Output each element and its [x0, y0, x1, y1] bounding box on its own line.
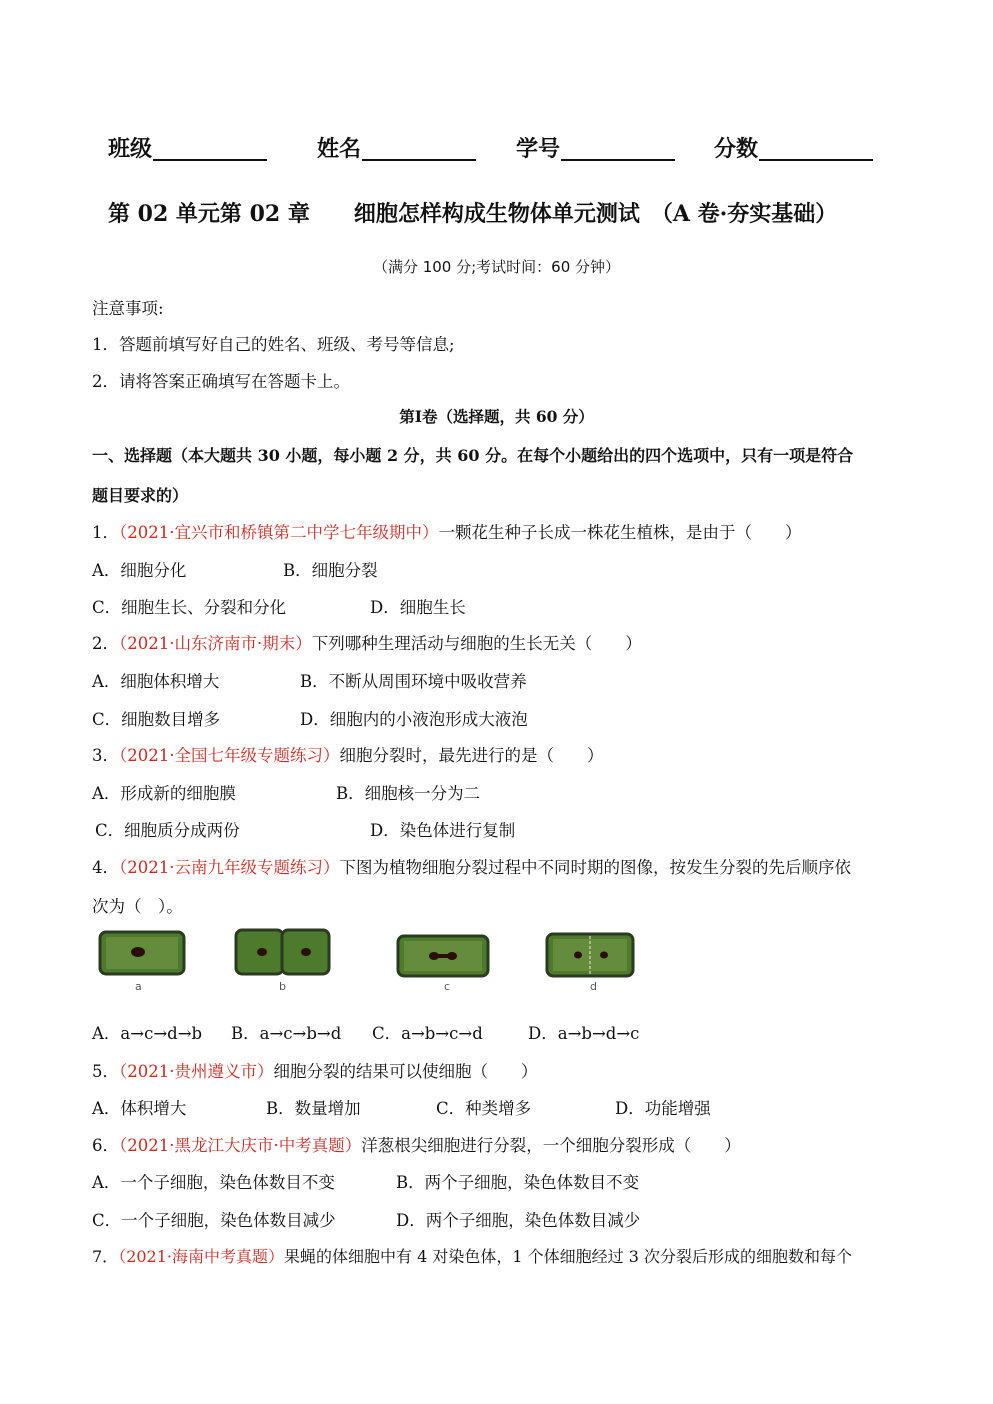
question-4: 4．（2021·云南九年级专题练习）下图为植物细胞分裂过程中不同时期的图像，按发生分裂的先后顺序依 — [92, 858, 851, 877]
option-c[interactable]: C．细胞质分成两份 — [95, 821, 240, 840]
option-b[interactable]: B．细胞核一分为二 — [336, 784, 481, 803]
question-5: 5．（2021·贵州遵义市）细胞分裂的结果可以使细胞（ ） — [92, 1062, 538, 1081]
question-source: （2021·贵州遵义市） — [119, 1062, 274, 1081]
student-id-label: 学号 — [516, 136, 561, 162]
option-a[interactable]: A．细胞体积增大 — [92, 672, 220, 691]
question-source: （2021·海南中考真题） — [118, 1247, 284, 1266]
score-label: 分数 — [714, 136, 759, 162]
option-a[interactable]: A．体积增大 — [92, 1099, 187, 1118]
option-d[interactable]: D．两个子细胞，染色体数目减少 — [396, 1211, 641, 1230]
question-7: 7．（2021·海南中考真题）果蝇的体细胞中有 4 对染色体，1 个体细胞经过 3 次分裂后形成的细胞数和每个 — [92, 1247, 852, 1266]
option-d[interactable]: D．染色体进行复制 — [370, 821, 516, 840]
question-6: 6．（2021·黑龙江大庆市·中考真题）洋葱根尖细胞进行分裂，一个细胞分裂形成（ ） — [92, 1136, 741, 1155]
question-1: 1．（2021·宜兴市和桥镇第二中学七年级期中）一颗花生种子长成一株花生植株，是由于（ ） — [92, 523, 802, 542]
figure-label-a: a — [135, 980, 142, 993]
option-d[interactable]: D．a→b→d→c — [528, 1024, 640, 1043]
question-source: （2021·黑龙江大庆市·中考真题） — [119, 1136, 362, 1155]
figure-label-b: b — [279, 980, 286, 993]
question-4-stem-cont: 次为（ ）。 — [92, 897, 183, 916]
page-title: 第 02 单元第 02 章 细胞怎样构成生物体单元测试 （A 卷·夯实基础） — [108, 201, 838, 227]
option-a[interactable]: A．细胞分化 — [92, 561, 187, 580]
option-a[interactable]: A．形成新的细胞膜 — [92, 784, 236, 803]
cell-figure-c — [396, 932, 492, 980]
option-b[interactable]: B．两个子细胞，染色体数目不变 — [396, 1173, 640, 1192]
question-3: 3．（2021·全国七年级专题练习）细胞分裂时，最先进行的是（ ） — [92, 746, 604, 765]
option-a[interactable]: A．一个子细胞，染色体数目不变 — [92, 1173, 335, 1192]
question-source: （2021·全国七年级专题练习） — [119, 746, 340, 765]
section-instruction-cont: 题目要求的） — [92, 486, 189, 505]
option-d[interactable]: D．细胞生长 — [370, 598, 466, 617]
option-c[interactable]: C．种类增多 — [436, 1099, 532, 1118]
option-d[interactable]: D．细胞内的小液泡形成大液泡 — [300, 710, 528, 729]
option-a[interactable]: A．a→c→d→b — [92, 1024, 203, 1043]
class-label: 班级 — [108, 136, 153, 162]
option-c[interactable]: C．一个子细胞，染色体数目减少 — [92, 1211, 336, 1230]
section-instruction: 一、选择题（本大题共 30 小题，每小题 2 分，共 60 分。在每个小题给出的四个选项中，只有一项是符合 — [92, 446, 854, 465]
option-c[interactable]: C．细胞生长、分裂和分化 — [92, 598, 287, 617]
question-source: （2021·山东济南市·期末） — [119, 634, 312, 653]
note-item: 1．答题前填写好自己的姓名、班级、考号等信息; — [92, 335, 455, 354]
figure-label-c: c — [444, 980, 451, 993]
class-blank[interactable] — [153, 159, 267, 161]
note-item: 2．请将答案正确填写在答题卡上。 — [92, 372, 350, 391]
question-source: （2021·宜兴市和桥镇第二中学七年级期中） — [119, 523, 439, 542]
question-source: （2021·云南九年级专题练习） — [119, 858, 340, 877]
exam-subtitle: （满分 100 分;考试时间：60 分钟） — [372, 258, 621, 276]
name-blank[interactable] — [362, 159, 476, 161]
question-2: 2．（2021·山东济南市·期末）下列哪种生理活动与细胞的生长无关（ ） — [92, 634, 642, 653]
notes-heading: 注意事项: — [92, 299, 164, 318]
option-b[interactable]: B．细胞分裂 — [283, 561, 378, 580]
option-d[interactable]: D．功能增强 — [615, 1099, 711, 1118]
section-title: 第Ⅰ卷（选择题，共 60 分） — [399, 407, 594, 426]
option-b[interactable]: B．a→c→b→d — [231, 1024, 342, 1043]
name-label: 姓名 — [317, 136, 362, 162]
figure-label-d: d — [590, 980, 597, 993]
student-info-row — [0, 132, 993, 166]
cell-figure-a — [98, 928, 186, 978]
option-c[interactable]: C．细胞数目增多 — [92, 710, 221, 729]
option-c[interactable]: C．a→b→c→d — [372, 1024, 483, 1043]
student-id-blank[interactable] — [561, 159, 675, 161]
option-b[interactable]: B．数量增加 — [266, 1099, 361, 1118]
cell-figure-b — [234, 926, 332, 978]
cell-figure-d — [545, 930, 637, 980]
option-b[interactable]: B．不断从周围环境中吸收营养 — [300, 672, 527, 691]
score-blank[interactable] — [759, 159, 873, 161]
